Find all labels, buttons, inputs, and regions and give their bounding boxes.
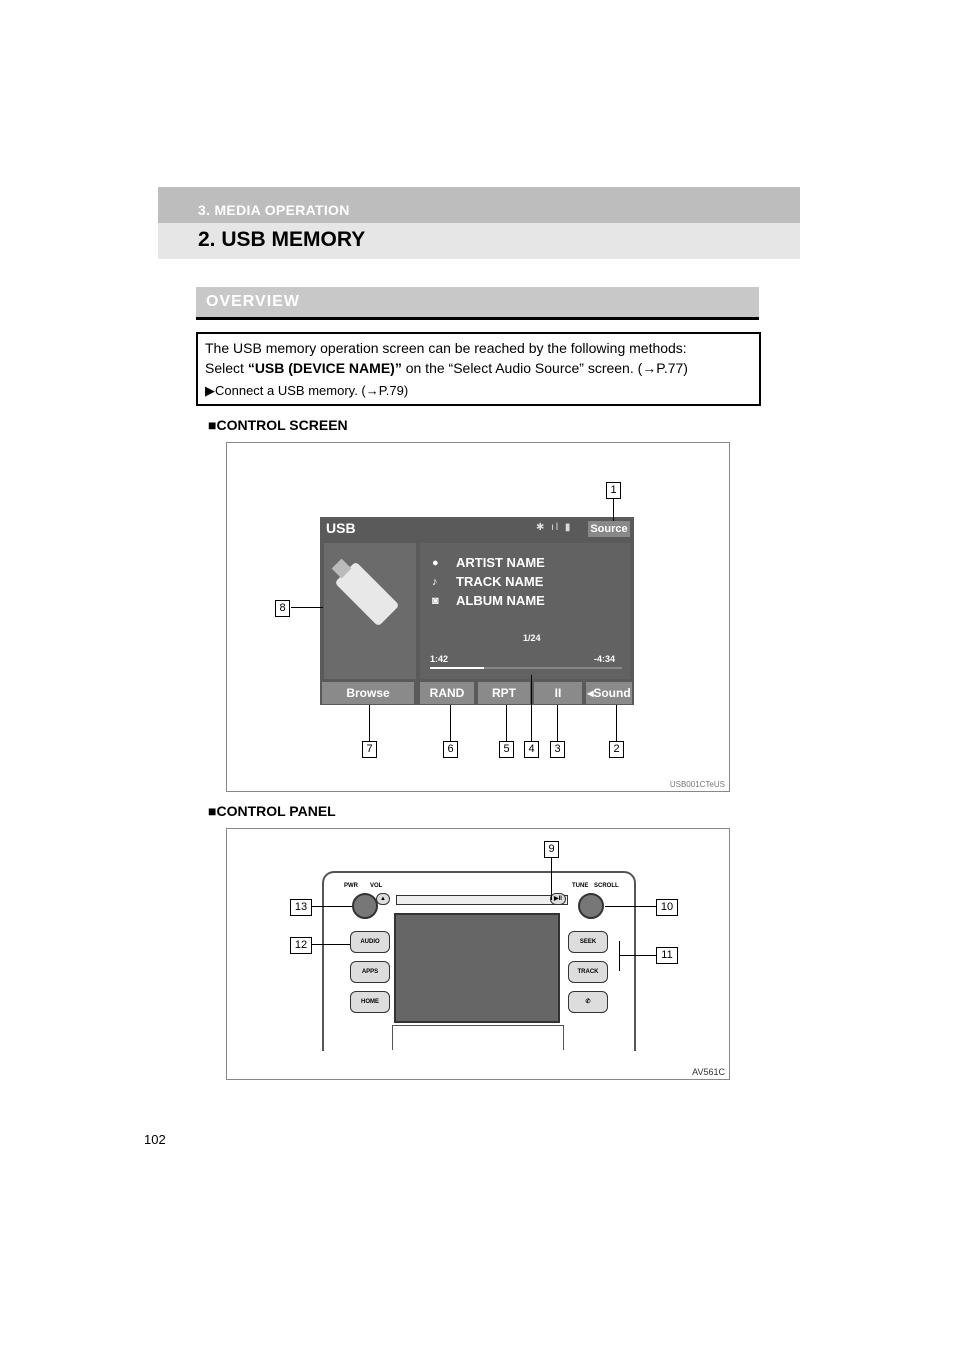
callout-7: 7 [362,741,377,758]
overview-heading-bar [196,287,759,320]
usb-icon [334,561,399,626]
overview-bullet: ▶Connect a USB memory. (→P.79) [205,383,409,398]
leader-line [506,705,507,741]
head-unit [322,871,632,1049]
vol-label: VOL [370,883,383,889]
callout-1: 1 [606,482,621,499]
callout-2: 2 [609,741,624,758]
browse-button[interactable]: Browse [322,682,414,704]
scroll-label: SCROLL [594,883,619,889]
control-panel-figure [226,828,730,1080]
callout-9: 9 [544,841,559,858]
screen-title: USB [326,520,356,536]
phone-button[interactable]: ✆ [568,991,608,1013]
header-band [158,187,800,259]
page-number: 102 [144,1132,166,1147]
callout-13: 13 [290,899,312,916]
tune-label: TUNE [572,883,589,889]
overview-select-text [205,360,688,376]
elapsed-time: 1:42 [430,654,449,664]
disc-slot [396,895,568,905]
sound-button[interactable]: ◂Sound [586,682,632,704]
pwr-label: PWR [344,883,358,889]
progress-fill [430,667,484,669]
source-button[interactable]: Source [588,521,630,537]
select-suffix: on the “Select Audio Source” screen. (→P.77) [401,360,688,376]
track-info-panel [420,543,630,679]
overview-heading: OVERVIEW [206,293,300,310]
artist-name: ARTIST NAME [456,555,545,570]
eject-button[interactable]: ▲ [376,893,390,905]
leader-line [291,607,323,608]
touch-screen[interactable] [394,913,560,1023]
apps-button[interactable]: APPS [350,961,390,983]
load-button[interactable]: ▶II [550,893,566,905]
usb-art-panel [324,543,416,679]
control-panel-heading: ■CONTROL PANEL [208,803,336,819]
control-screen-heading: ■CONTROL SCREEN [208,417,348,433]
callout-5: 5 [499,741,514,758]
usb-screen [320,517,634,705]
overview-box [196,332,761,406]
leader-line [616,705,617,741]
screen-button-row [320,682,634,704]
leader-line [605,906,656,907]
disc-icon: ◙ [432,595,439,607]
leader-line [312,906,352,907]
image-code: AV561C [692,1067,725,1077]
leader-line [619,941,620,971]
tune-scroll-knob[interactable] [578,893,604,919]
person-icon: ● [432,557,439,569]
select-prefix: Select [205,360,248,376]
callout-11: 11 [656,947,678,964]
callout-4: 4 [524,741,539,758]
callout-3: 3 [550,741,565,758]
rand-button[interactable]: RAND [420,682,474,704]
callout-6: 6 [443,741,458,758]
section-label [158,187,800,223]
leader-line [369,705,370,741]
status-icons: ✱ ıl ▮ [536,522,573,533]
leader-line [551,858,552,900]
chapter-title: 2. USB MEMORY [198,228,366,251]
seek-button[interactable]: SEEK [568,931,608,953]
rpt-button[interactable]: RPT [478,682,530,704]
power-volume-knob[interactable] [352,893,378,919]
home-button[interactable]: HOME [350,991,390,1013]
leader-line [312,944,350,945]
leader-line [450,705,451,741]
image-code: USB001CTeUS [669,780,725,789]
remaining-time: -4:34 [594,654,616,664]
usb-device-name-label: “USB (DEVICE NAME)” [247,360,402,376]
overview-text: The USB memory operation screen can be reached by the following methods: [205,340,687,356]
leader-line [531,675,532,741]
callout-12: 12 [290,937,312,954]
leader-line [613,499,614,521]
pause-button[interactable]: II [534,682,582,704]
section-title: 3. MEDIA OPERATION [198,202,350,218]
audio-button[interactable]: AUDIO [350,931,390,953]
leader-line [557,705,558,741]
leader-line [619,955,656,956]
callout-8: 8 [275,600,290,617]
control-screen-figure [226,442,730,792]
track-name: TRACK NAME [456,574,544,589]
progress-bar[interactable] [430,667,622,669]
track-button[interactable]: TRACK [568,961,608,983]
panel-base [392,1025,564,1050]
note-icon: ♪ [432,576,438,588]
callout-10: 10 [656,899,678,916]
album-name: ALBUM NAME [456,593,545,608]
track-count: 1/24 [523,633,541,643]
